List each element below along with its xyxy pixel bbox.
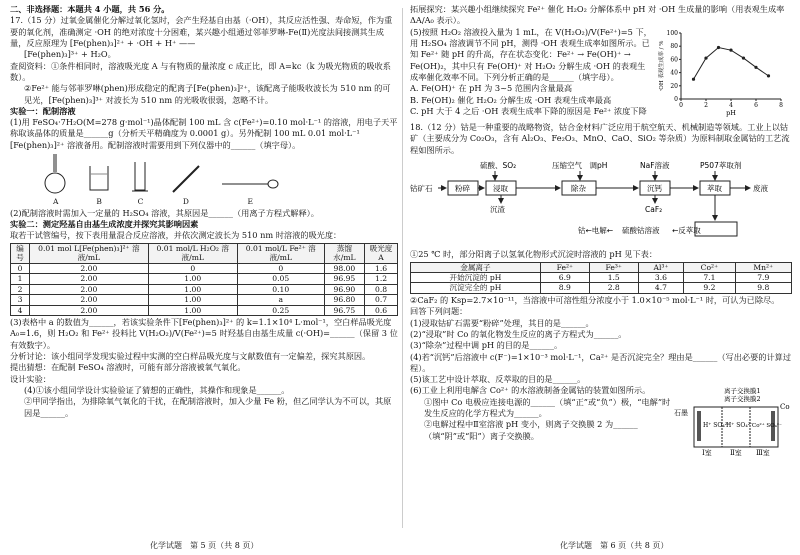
hypothesis: 提出猜想：在配制 FeSO₄ 溶液时，可能有部分溶液被氧气氧化。: [10, 362, 246, 373]
q18-4: (4)若“沉钙”后溶液中 c(F⁻)=1×10⁻³ mol·L⁻¹，Ca²⁺ 是否沉淀完全？理由是______（写出必要的计算过程）。: [410, 351, 792, 373]
extension-intro: 拓展探究：某兴趣小组继续探究 Fe²⁺ 催化 H₂O₂ 分解体系中 pH 对 ·OH 生成量的影响（用表观生成率 ΔA/A₀ 表示）。: [410, 4, 785, 26]
flow-step-extract: 萃取: [707, 183, 722, 193]
design-title: 设计实验：: [10, 373, 51, 384]
q18-5: (5)该工艺中设计萃取、反萃取的目的是______。: [410, 374, 586, 385]
data-point: [717, 46, 720, 49]
q18-6a: ①图中 Co 电极应连接电源的______（填“正”或“负”）极，“电解”时发生反应的化学方程式为______。: [424, 396, 671, 419]
data-point: [742, 56, 745, 59]
q17-part4b: ②甲同学指出，为排除氧气氧化的干扰，在配制溶液时，加入少量 Fe 粉，但乙同学认为不可以，其原因是______。: [24, 396, 392, 418]
room2-label: Ⅱ室: [730, 449, 742, 458]
data-point: [704, 56, 707, 59]
dropper-icon: [220, 174, 280, 194]
x-tick-label: 2: [704, 101, 708, 109]
q17-part2: (2)配制溶液时需加入一定量的 H₂SO₄ 溶液，其原因是______（用离子方程式解释）。: [10, 207, 319, 218]
q17-part3: (3)表格中 a 的数值为______，若该实验条件下[Fe(phen)₃]²⁺ 的 k=1.1×10⁴ L·mol⁻¹，空白样品吸光度 A₀=1.6，则 H₂O₂ 和 Fe²⁺ 投料比 V(H₂O₂)/V(Fe²⁺)=5 时羟基自由基生成量 c(·OH)=______（保留 3 位有效数字）。: [10, 317, 398, 350]
flow-residue: 沉渣: [490, 204, 505, 214]
ph-table: [410, 262, 792, 294]
y-tick-label: 100: [666, 29, 678, 37]
membrane2-label: 离子交换膜2: [724, 395, 761, 404]
page-footer-right: 化学试题 第 6 页（共 8 页）: [560, 540, 669, 550]
table-row: 1 2.00 1.00 0.05 96.95 1.2: [11, 274, 398, 284]
table-header: 蒸馏水/mL: [324, 243, 364, 263]
q18-1: (1)浸取钴矿石需要“粉碎”处理，其目的是______。: [410, 317, 594, 328]
x-tick-label: 0: [679, 101, 683, 109]
y-tick-label: 20: [670, 82, 678, 90]
ph-chart: [657, 27, 792, 122]
q18-2: (2)“浸取”时 Co 的氧化物发生反应的离子方程式为______。: [410, 328, 627, 339]
left-column: [10, 4, 398, 536]
option-c: C. pH 大于 4 之后 ·OH 表观生成率下降的原因是 Fe²⁺ 浓度下降: [410, 105, 647, 116]
exp2-desc: 取若干试管编号，按下表用量混合反应溶液，并依次测定波长为 510 nm 时溶液的吸光度：: [10, 230, 342, 241]
table-header-row: [11, 243, 398, 263]
flow-reagent-4: P507萃取剂: [700, 160, 742, 170]
graduated-cylinder-icon: [129, 160, 151, 194]
room3-ions: Co²⁺ SO₄²⁻: [752, 423, 782, 430]
table-header-row: 金属离子 Fe²⁺ Fe³⁺ Al³⁺ Co²⁺ Mn²⁺: [411, 262, 792, 272]
y-tick-label: 60: [670, 56, 678, 64]
q18-intro: 18.（12 分）钴是一种重要的战略物资，钴合金材料广泛应用于航空航天、机械制造等领域。工业上以钴矿（主要成分为 Co₂O₃，含有 Al₂O₃、Fe₂O₃、MnO、CaO、SiO₂ 等杂质）为原料制取金属钴的工艺流程如图所示。: [410, 121, 790, 155]
apparatus-c: C: [129, 160, 151, 208]
co-label: Co: [780, 403, 790, 412]
table2-intro: ①25 ℃ 时，部分阳离子以氢氧化物形式沉淀时溶液的 pH 见下表：: [410, 249, 658, 260]
ph-chart-svg: [657, 27, 792, 119]
table-header: 0.01 mol L[Fe(phen)₃]²⁺ 溶液/mL: [30, 243, 149, 263]
apparatus-b: B: [86, 162, 112, 208]
flow-reagent-2: 压缩空气 调pH: [552, 160, 608, 170]
x-tick-label: 8: [779, 101, 783, 109]
data-point: [754, 65, 757, 68]
q17-part1: (1)用 FeSO₄·7H₂O(M=278 g·mol⁻¹)晶体配制 100 mL 含 c(Fe²⁺)=0.10 mol·L⁻¹ 的溶液，用电子天平称取该晶体的质量是______g（分析天平精确度为 0.0001 g）。另外配制 100 mL 0.01 mol·L⁻¹ [Fe(phen)₃]²⁺ 溶液备用。配制溶液时需要用到下列仪器中的______（填字母）。: [10, 117, 398, 150]
x-tick-label: 4: [729, 101, 733, 109]
option-a: A. Fe(OH)⁺ 在 pH 为 3~5 范围内含量最高: [410, 83, 573, 94]
flow-caf2: CaF₂: [645, 204, 663, 214]
flow-end: 废液: [753, 183, 768, 193]
process-flow-diagram: [410, 158, 792, 244]
q18-6: (6)工业上利用电解含 Co²⁺ 的水溶液制备金属钴的装置如图所示。: [410, 385, 651, 396]
column-divider: [402, 8, 403, 528]
answer-prompt: 回答下列问题：: [410, 306, 468, 317]
q17-info1: 查阅资料：①条件相同时，溶液吸光度 A 与有物质的量浓度 c 成正比，即 A=kc（k 为吸光物质的吸收系数）。: [10, 60, 391, 82]
room3-label: Ⅲ室: [756, 449, 770, 458]
option-b: B. Fe(OH)₂ 催化 H₂O₂ 分解生成 ·OH 表观生成率最高: [410, 94, 612, 105]
table-header: 编号: [11, 243, 30, 263]
x-tick-label: 6: [754, 101, 758, 109]
flow-electrolysis: 钴←电解←: [578, 225, 614, 235]
flow-back-extract: ←反萃取: [672, 225, 701, 235]
analysis: 分析讨论：该小组同学发现实验过程中实测的空白样品吸光度与文献数值有一定偏差，探究其原因。: [10, 351, 371, 362]
apparatus-figure: [34, 152, 289, 208]
exp1-title: 实验一：配制溶液: [10, 105, 76, 116]
graphite-label: 石墨: [674, 409, 688, 418]
ksp-note: ②CaF₂ 的 Ksp=2.7×10⁻¹¹，当溶液中可溶性组分浓度小于 1.0×10⁻⁵ mol·L⁻¹ 时，可认为已除尽。: [410, 294, 780, 305]
apparatus-a: A: [43, 152, 69, 208]
flow-step-purify: 除杂: [571, 183, 586, 193]
data-point: [729, 48, 732, 51]
q17-intro: 17.（15 分）过氧金属催化分解过氧化氢时，会产生羟基自由基（·OH），其反应活性强、寿命短，作为重要的氧化剂，准确测定 ·OH 的绝对浓度十分困难，某兴趣小组通过邻菲罗啉-Fe(Ⅱ)光度法间接测其生成量，反应原理为 [Fe(phen)₃]²⁺ + ·OH + H⁺ ——: [10, 15, 393, 48]
table-header: 吸光度 A: [365, 243, 398, 263]
flow-step-ca: 沉钙: [647, 183, 662, 193]
q17-equation: [Fe(phen)₃]³⁺ + H₂O。: [24, 49, 116, 60]
apparatus-d: D: [169, 162, 203, 208]
reagent-table: [10, 243, 398, 316]
right-column: [410, 4, 792, 536]
y-tick-label: 40: [670, 69, 678, 77]
table-header: 0.01 mol/L Fe²⁺ 溶液/mL: [237, 243, 324, 263]
table-row: 沉淀完全的 pH 8.9 2.8 4.7 9.2 9.8: [411, 283, 792, 293]
room2-ions: H⁺ SO₄²⁻: [726, 422, 754, 430]
beaker-icon: [86, 162, 112, 194]
exp2-title: 实验二：测定羟基自由基生成浓度并探究其影响因素: [10, 219, 199, 230]
x-axis-label: pH: [726, 108, 736, 117]
flow-coso4: 硫酸钴溶液: [622, 225, 660, 235]
glass-rod-icon: [169, 162, 203, 194]
data-point: [692, 77, 695, 80]
table-row: 3 2.00 1.00 a 96.80 0.7: [11, 295, 398, 305]
q18-3: (3)“除杂”过程中调 pH 的目的是______。: [410, 340, 563, 351]
data-point: [767, 74, 770, 77]
membrane1-label: 离子交换膜1: [724, 387, 761, 396]
room1-ions: H⁺ SO₄²⁻: [703, 422, 731, 430]
q17-part4a: (4)①该小组同学设计实验验证了猜想的正确性，其操作和现象是______。: [24, 384, 290, 395]
page-footer-left: 化学试题 第 5 页（共 8 页）: [150, 540, 259, 550]
q17-part5: (5)按照 H₂O₂ 溶液投入量为 1 mL，在 V(H₂O₂)/V(Fe²⁺)=5 下，用 H₂SO₄ 溶液调节不同 pH，测得 ·OH 表观生成率如图所示。已知 Fe²⁺ 随 pH 的升高，存在状态变化：Fe²⁺ → Fe(OH)⁺ → Fe(OH)₂，其中只有 Fe(OH)⁺ 对 H₂O₂ 分解生成 ·OH 的表观生成率催化效率不同。下列分析正确的是______（填字母）。: [410, 26, 652, 82]
flow-reagent-1: 硫酸、SO₂: [480, 160, 517, 170]
y-tick-label: 0: [674, 95, 678, 103]
flow-start: 钴矿石: [410, 183, 433, 193]
q17-info2: ②Fe²⁺ 能与邻菲罗啉(phen)形成稳定的配离子[Fe(phen)₃]²⁺，该配离子能吸收波长为 510 nm 的可见光，[Fe(phen)₃]³⁺ 对波长为 510 nm 的光吸收很弱，忽略不计。: [24, 83, 391, 105]
table-row: 开始沉淀的 pH 6.9 1.5 3.6 7.1 7.9: [411, 272, 792, 282]
flow-step-leach: 浸取: [493, 183, 508, 193]
room1-label: Ⅰ室: [702, 449, 712, 458]
table-row: 2 2.00 1.00 0.10 96.90 0.8: [11, 284, 398, 294]
q18-6b: ②电解过程中Ⅱ室溶液 pH 变小，则离子交换膜 2 为______（填“阴”或“阳”）离子交换膜。: [424, 419, 638, 441]
volumetric-flask-icon: [43, 152, 69, 194]
series-line: [694, 47, 769, 79]
section-title: 二、非选择题：本题共 4 小题，共 56 分。: [10, 4, 170, 14]
q18-6-block: [410, 385, 792, 457]
table-row: 4 2.00 1.00 0.25 96.75 0.6: [11, 305, 398, 315]
y-axis-label: ·OH 表观生成率 / %: [659, 40, 665, 92]
table-header: 0.01 mol/L H₂O₂ 溶液/mL: [148, 243, 237, 263]
flow-step-crush: 粉碎: [455, 183, 470, 193]
flow-reagent-3: NaF溶液: [640, 160, 670, 170]
table-row: 0 2.00 0 0 98.00 1.6: [11, 263, 398, 273]
y-tick-label: 80: [670, 42, 678, 50]
apparatus-e: E: [220, 174, 280, 208]
electrolysis-cell-diagram: [672, 385, 792, 457]
